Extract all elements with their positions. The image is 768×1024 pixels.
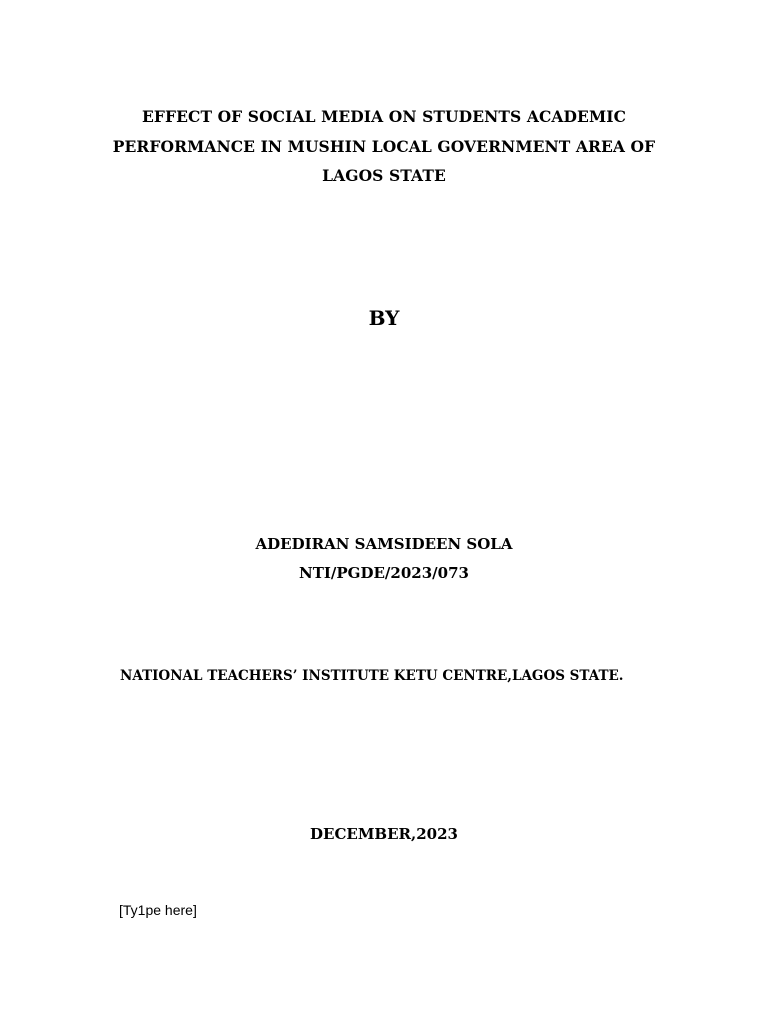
author-name: ADEDIRAN SAMSIDEEN SOLA — [255, 535, 513, 553]
document-title — [84, 102, 684, 191]
submission-date: DECEMBER,2023 — [310, 825, 458, 843]
institution-name: NATIONAL TEACHERS’ INSTITUTE KETU CENTRE,LAGOS STATE. — [120, 668, 624, 684]
title-line-2: PERFORMANCE IN MUSHIN LOCAL GOVERNMENT AREA OF — [112, 136, 656, 156]
matric-number: NTI/PGDE/2023/073 — [299, 563, 469, 582]
by-label: BY — [368, 306, 400, 330]
title-line-3: LAGOS STATE — [322, 166, 446, 185]
author-block — [0, 530, 768, 587]
title-line-1: EFFECT OF SOCIAL MEDIA ON STUDENTS ACADEMIC — [141, 107, 627, 126]
footer-placeholder[interactable]: [Ty1pe here] — [119, 902, 197, 918]
